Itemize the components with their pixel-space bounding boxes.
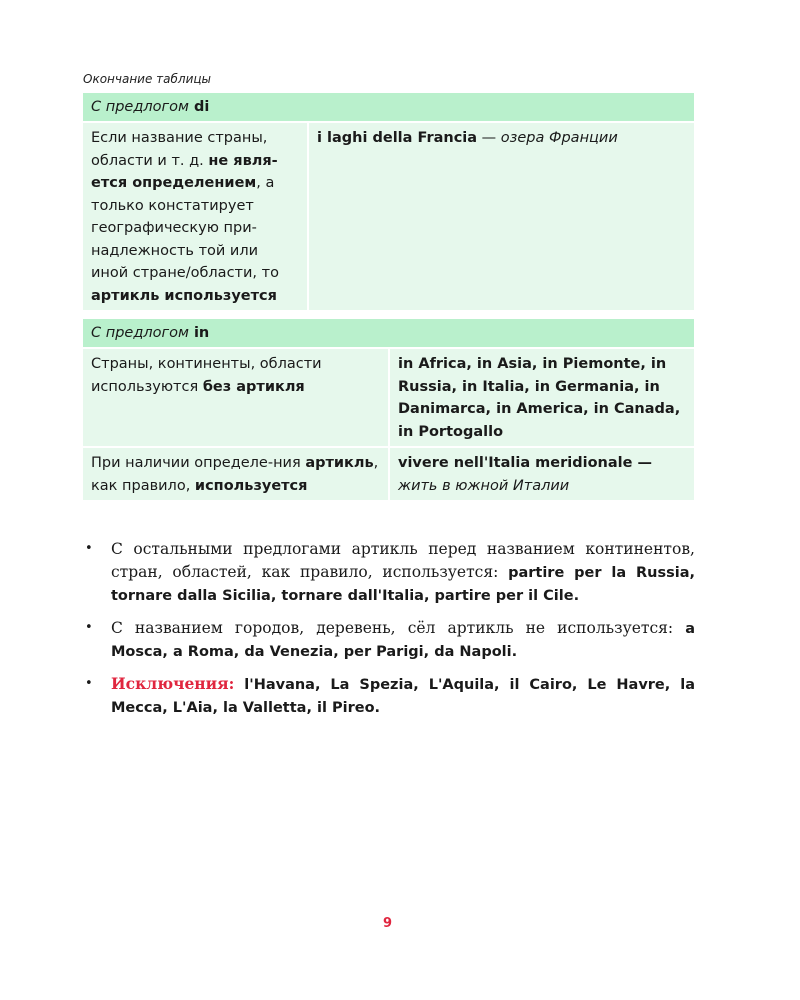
table-row [83,446,694,500]
rule-emphasis: артикль используется [91,287,277,304]
exceptions-label: Исключения: [111,673,235,693]
header-prefix: С предлогом [91,99,189,115]
bullet-text: С названием городов, деревень, сёл артикль не используется: [111,618,686,637]
rule-cell [83,123,309,310]
bullet-examples: a Mosca, a Roma, da Venezia, per Parigi, da Napoli. [111,620,695,660]
example-cell [390,448,694,500]
bullet-text: С остальными предлогами артикль перед названием континентов, стран, областей, как правило, используется: [111,540,695,581]
rule-text: Если название страны, области и т. д. [91,130,268,169]
list-item [83,538,695,608]
list-item [83,673,695,720]
example-italian: in Africa, in Asia, in Piemonte, in Russia, in Italia, in Germania, in Danimarca, in America, in Canada, in Portogallo [398,356,681,440]
table-row [83,349,694,446]
rule-emphasis: не явля-ется определением [91,152,278,191]
header-preposition: di [193,99,210,115]
rule-cell [83,349,390,446]
rule-emphasis: используется [194,477,308,494]
list-item [83,617,695,664]
example-cell [390,349,694,446]
example-cell [309,123,694,310]
bullet-examples: partire per la Russia, tornare dalla Sicilia, tornare dall'Italia, partire per il Cile. [111,564,696,604]
rule-emphasis: артикль [305,455,374,471]
table-preposition-di [83,93,694,310]
table-header-in [83,319,694,349]
rule-text: При наличии определе-ния [91,455,306,471]
header-prefix: С предлогом [91,325,189,341]
example-italian: vivere nell'Italia meridionale — [398,455,652,471]
example-translation: озера Франции [500,130,618,146]
example-italian: i laghi della Francia [317,130,478,146]
rule-text: , как правило, [91,455,379,494]
table-row [83,123,694,310]
rules-bullet-list [83,538,695,729]
rule-cell [83,448,390,500]
page-number: 9 [382,916,393,931]
example-translation: жить в южной Италии [398,477,570,494]
table-preposition-in [83,319,694,500]
table-header-di [83,93,694,123]
rule-emphasis: без артикля [202,378,305,395]
bullet-examples: l'Havana, La Spezia, L'Aquila, il Cairo, Le Havre, la Mecca, L'Aia, la Valletta, il Pireo. [111,676,695,716]
rule-text: , а только констатирует географическую при-надлежность той или иной стране/области, то [91,175,279,281]
rule-text: Страны, континенты, области используются [91,356,322,395]
example-dash: — [477,130,501,146]
header-preposition: in [193,325,210,341]
table-continuation-caption: Окончание таблицы [83,72,212,86]
